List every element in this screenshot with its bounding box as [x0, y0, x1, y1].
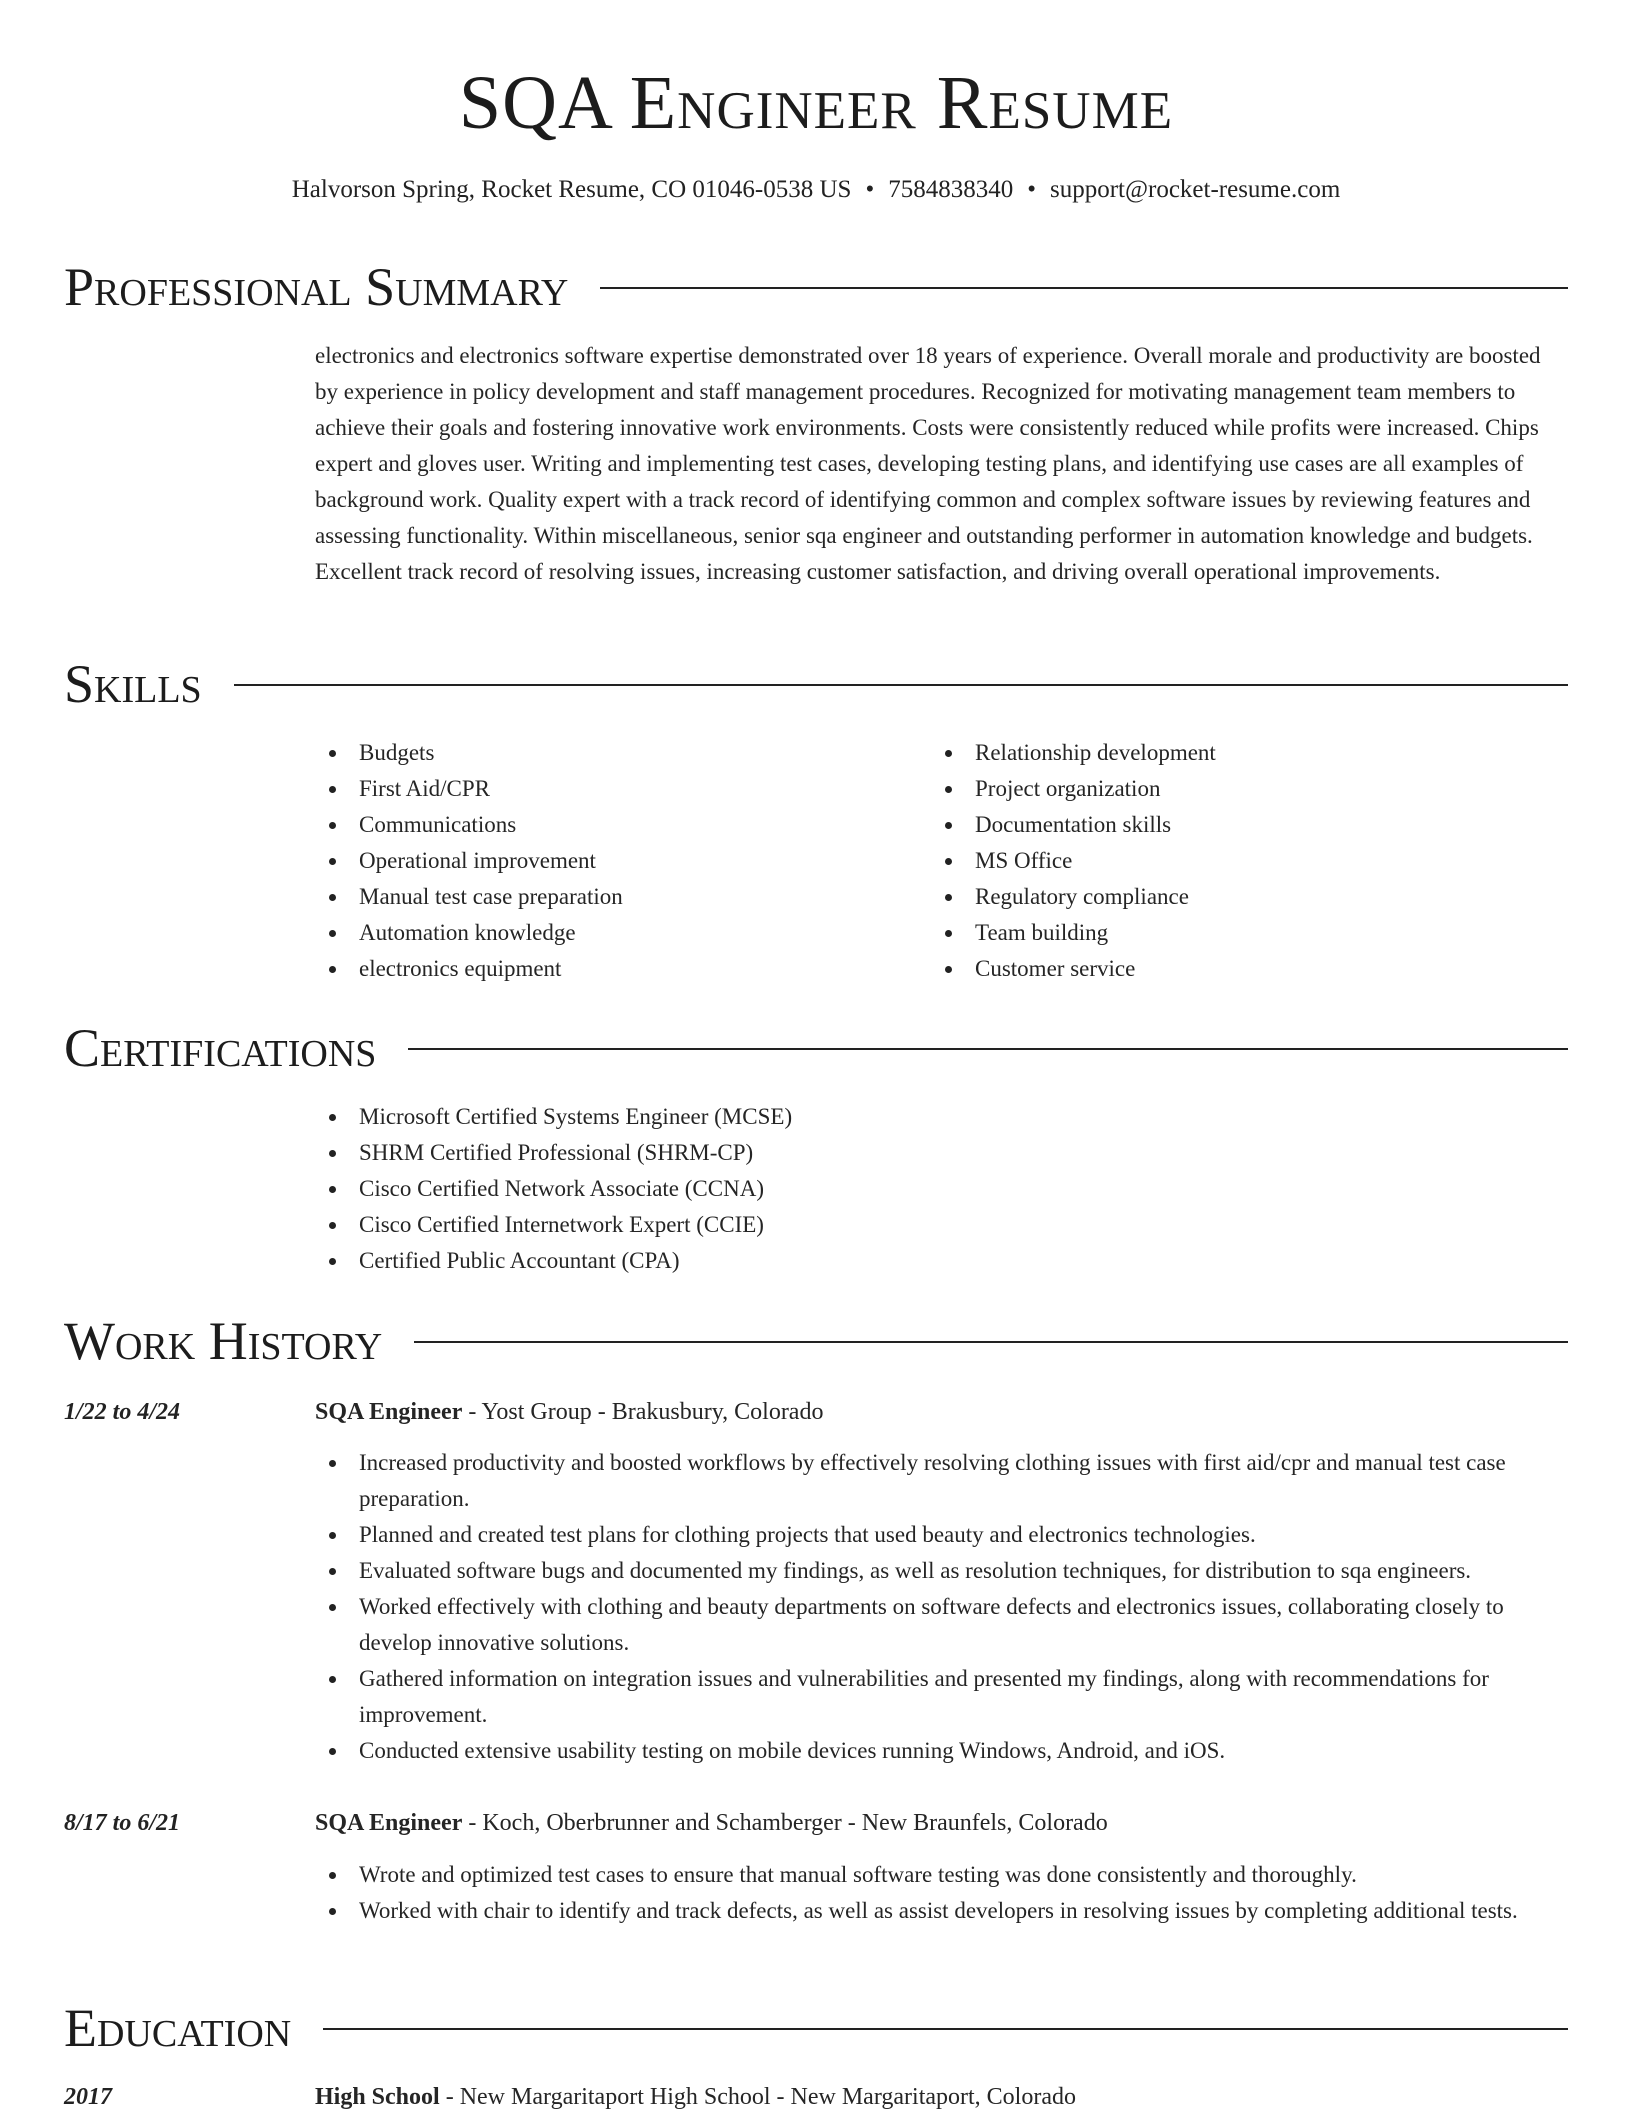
section-header-skills — [64, 652, 1568, 716]
skill-item: Documentation skills — [931, 807, 1531, 843]
education-school-location: - New Margaritaport High School - New Margaritaport, Colorado — [439, 2084, 1076, 2110]
contact-line — [0, 174, 1632, 206]
job-bullet: Gathered information on integration issues and vulnerabilities and presented my findings, along with recommendations for improvement. — [315, 1661, 1568, 1733]
job-bullet-list — [315, 1445, 1568, 1769]
certification-item: Certified Public Accountant (CPA) — [315, 1243, 1568, 1279]
section-divider — [408, 1048, 1568, 1050]
section-title-skills: Skills — [64, 654, 202, 714]
education-year: 2017 — [64, 2084, 112, 2110]
job-bullet: Planned and created test plans for clothing projects that used beauty and electronics technologies. — [315, 1517, 1568, 1553]
job-bullet: Conducted extensive usability testing on mobile devices running Windows, Android, and iOS. — [315, 1733, 1568, 1769]
contact-address: Halvorson Spring, Rocket Resume, CO 01046-0538 US — [291, 176, 852, 203]
certifications-list — [315, 1099, 1568, 1279]
skill-item: electronics equipment — [315, 951, 915, 987]
section-title-summary: Professional Summary — [64, 257, 569, 317]
section-divider — [323, 2028, 1568, 2030]
job-employer-location: - Yost Group - Brakusbury, Colorado — [462, 1399, 824, 1425]
section-title-work-history: Work History — [64, 1311, 383, 1371]
job-bullet: Evaluated software bugs and documented my findings, as well as resolution techniques, for distribution to sqa engineers. — [315, 1553, 1568, 1589]
skill-item: Team building — [931, 915, 1531, 951]
certification-item: Microsoft Certified Systems Engineer (MCSE) — [315, 1099, 1568, 1135]
job-heading — [315, 1394, 1568, 1430]
skill-item: Communications — [315, 807, 915, 843]
contact-separator: • — [865, 176, 875, 203]
section-header-certifications — [64, 1016, 1568, 1080]
summary-text: electronics and electronics software expertise demonstrated over 18 years of experience. Overall morale and productivity are boosted by experience in policy development and staff management procedures. Recognized for motivating management team members to achieve their goals and fostering innovative work environments. Costs were consistently reduced while profits were increased. Chips expert and gloves user. Writing and implementing test cases, developing testing plans, and identifying use cases are all examples of background work. Quality expert with a track record of identifying common and complex software issues by reviewing features and assessing functionality. Within miscellaneous, senior sqa engineer and outstanding performer in automation knowledge and budgets. Excellent track record of resolving issues, increasing customer satisfaction, and driving overall operational improvements. — [315, 343, 1541, 584]
section-header-summary — [64, 255, 1568, 319]
job-heading — [315, 1805, 1568, 1841]
job-title: SQA Engineer — [315, 1810, 463, 1836]
job-bullet-list — [315, 1857, 1568, 1929]
job-employer-location: - Koch, Oberbrunner and Schamberger - New Braunfels, Colorado — [462, 1810, 1108, 1836]
section-divider — [414, 1341, 1568, 1343]
contact-separator: • — [1027, 176, 1036, 203]
certification-item: Cisco Certified Internetwork Expert (CCIE) — [315, 1207, 1568, 1243]
section-header-work-history — [64, 1309, 1568, 1373]
section-divider — [600, 287, 1568, 289]
job-title: SQA Engineer — [315, 1399, 463, 1425]
skill-item: Budgets — [315, 735, 915, 771]
skill-item: Manual test case preparation — [315, 879, 915, 915]
job-dates: 8/17 to 6/21 — [64, 1810, 181, 1836]
contact-phone: 7584838340 — [888, 176, 1014, 203]
section-header-education — [64, 1996, 1568, 2060]
section-title-certifications: Certifications — [64, 1018, 377, 1078]
resume-title: SQA Engineer Resume — [458, 61, 1174, 145]
skills-list-left — [315, 735, 915, 987]
education-degree: High School — [315, 2084, 440, 2110]
job-bullet: Wrote and optimized test cases to ensure that manual software testing was done consistently and thoroughly. — [315, 1857, 1568, 1893]
section-divider — [234, 684, 1568, 686]
skill-item: Project organization — [931, 771, 1531, 807]
job-dates: 1/22 to 4/24 — [64, 1399, 181, 1425]
skills-list-right — [931, 735, 1531, 987]
skill-item: Relationship development — [931, 735, 1531, 771]
section-title-education: Education — [64, 1998, 292, 2058]
skill-item: Regulatory compliance — [931, 879, 1531, 915]
skill-item: First Aid/CPR — [315, 771, 915, 807]
job-bullet: Worked effectively with clothing and beauty departments on software defects and electronics issues, collaborating closely to develop innovative solutions. — [315, 1589, 1568, 1661]
job-bullet: Worked with chair to identify and track defects, as well as assist developers in resolving issues by completing additional tests. — [315, 1893, 1568, 1929]
skill-item: Automation knowledge — [315, 915, 915, 951]
skill-item: Operational improvement — [315, 843, 915, 879]
skill-item: MS Office — [931, 843, 1531, 879]
certification-item: SHRM Certified Professional (SHRM-CP) — [315, 1135, 1568, 1171]
job-bullet: Increased productivity and boosted workflows by effectively resolving clothing issues with first aid/cpr and manual test case preparation. — [315, 1445, 1568, 1517]
contact-email: support@rocket-resume.com — [1049, 176, 1341, 203]
skill-item: Customer service — [931, 951, 1531, 987]
certification-item: Cisco Certified Network Associate (CCNA) — [315, 1171, 1568, 1207]
education-heading — [315, 2079, 1568, 2115]
